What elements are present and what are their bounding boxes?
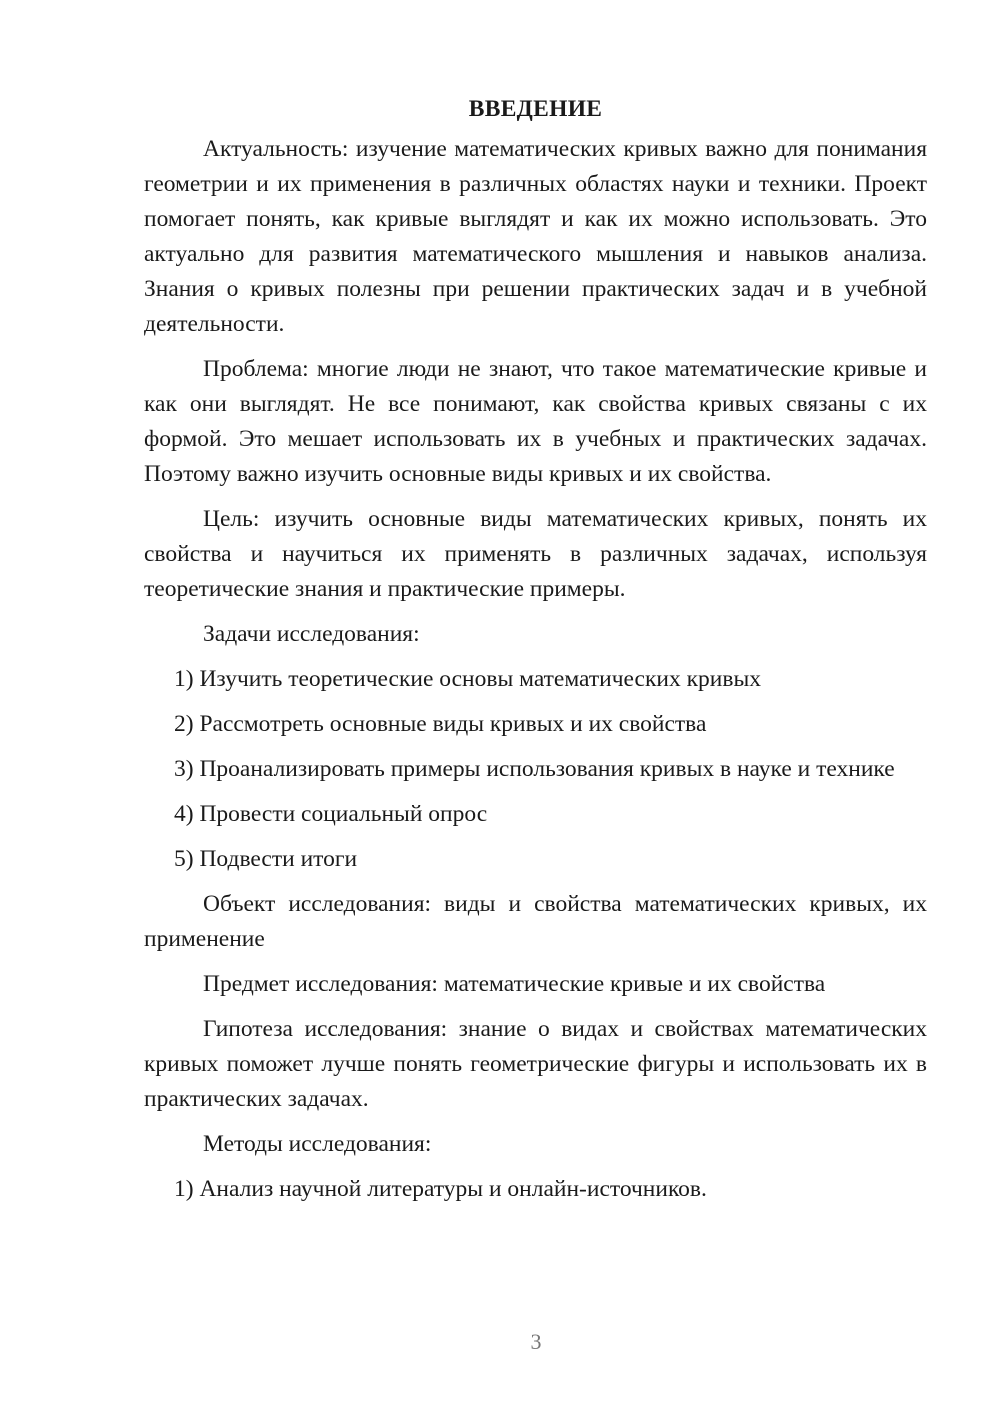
task-item-2: 2) Рассмотреть основные виды кривых и их свойства bbox=[174, 711, 707, 737]
task-item-3: 3) Проанализировать примеры использования кривых в науке и технике bbox=[174, 756, 895, 782]
subject-paragraph: Предмет исследования: математические кривые и их свойства bbox=[203, 971, 826, 997]
method-item-1: 1) Анализ научной литературы и онлайн-источников. bbox=[174, 1176, 707, 1202]
hypothesis-paragraph: Гипотеза исследования: знание о видах и свойствах математических кривых поможет лучше понять геометрические фигуры и использовать их в практических задачах. bbox=[144, 1016, 927, 1112]
page-number: 3 bbox=[530, 1329, 542, 1354]
object-paragraph: Объект исследования: виды и свойства математических кривых, их применение bbox=[144, 891, 927, 952]
methods-heading: Методы исследования: bbox=[203, 1131, 432, 1157]
tasks-heading: Задачи исследования: bbox=[203, 621, 420, 647]
task-item-4: 4) Провести социальный опрос bbox=[174, 801, 488, 827]
task-item-5: 5) Подвести итоги bbox=[174, 846, 358, 872]
task-item-1: 1) Изучить теоретические основы математических кривых bbox=[174, 666, 761, 692]
document-page bbox=[144, 92, 927, 1217]
goal-paragraph: Цель: изучить основные виды математических кривых, понять их свойства и научиться их применять в различных задачах, используя теоретические знания и практические примеры. bbox=[144, 506, 927, 602]
section-title: ВВЕДЕНИЕ bbox=[468, 96, 603, 122]
problem-paragraph: Проблема: многие люди не знают, что такое математические кривые и как они выглядят. Не все понимают, как свойства кривых связаны с их формой. Это мешает использовать их в учебных и практических задачах. Поэтому важно изучить основные виды кривых и их свойства. bbox=[144, 356, 927, 487]
relevance-paragraph: Актуальность: изучение математических кривых важно для понимания геометрии и их применения в различных областях науки и техники. Проект помогает понять, как кривые выглядят и как их можно использовать. Это актуально для развития математического мышления и навыков анализа. Знания о кривых полезны при решении практических задач и в учебной деятельности. bbox=[144, 136, 927, 337]
